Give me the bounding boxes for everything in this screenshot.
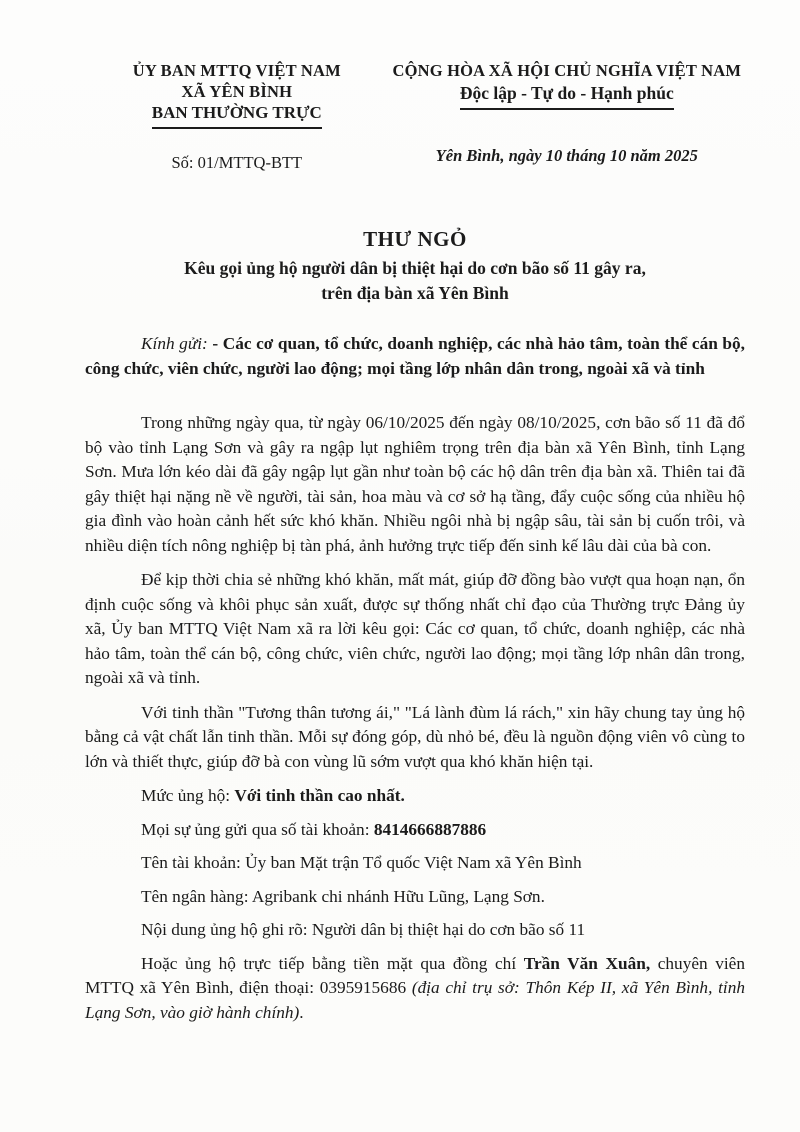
donation-transfer-note-line: Nội dung ủng hộ ghi rõ: Người dân bị thiệt hại do cơn bão số 11 xyxy=(141,920,586,939)
national-title: CỘNG HÒA XÃ HỘI CHỦ NGHĨA VIỆT NAM xyxy=(392,61,742,80)
national-motto: Độc lập - Tự do - Hạnh phúc xyxy=(460,81,674,110)
document-subtitle xyxy=(85,256,745,306)
issuing-org-block xyxy=(85,60,389,173)
salutation-paragraph xyxy=(85,332,745,381)
contact-person-name: Trần Văn Xuân, xyxy=(523,953,651,973)
contact-address-note: (địa chỉ trụ sở: Thôn Kép II, xã Yên Bình, tỉnh Lạng Sơn, vào giờ hành chính) xyxy=(85,978,745,1022)
donation-account-label: Mọi sự ủng gửi qua số tài khoản: xyxy=(141,819,374,839)
place-date-line: Yên Bình, ngày 10 tháng 10 năm 2025 xyxy=(435,146,698,165)
document-body xyxy=(85,332,745,1025)
donation-account-line xyxy=(85,818,745,843)
contact-prefix: Hoặc ủng hộ trực tiếp bằng tiền mặt qua đồng chí xyxy=(141,953,524,973)
issuing-org-line2: XÃ YÊN BÌNH xyxy=(181,82,293,101)
national-header-block xyxy=(389,60,745,166)
issuing-org-line3: BAN THƯỜNG TRỰC xyxy=(152,102,322,129)
body-paragraph-1: Trong những ngày qua, từ ngày 06/10/2025 đến ngày 08/10/2025, cơn bão số 11 đã đổ bộ vào tỉnh Lạng Sơn và gây ra ngập lụt nghiêm trọng trên địa bàn xã Yên Bình, tỉnh Lạng Sơn. Mưa lớn kéo dài đã gây ngập lụt gần như toàn bộ các hộ dân trên địa bàn xã. Thiên tai đã gây thiệt hại nặng nề về người, tài sản, hoa màu và cơ sở hạ tầng, đẩy cuộc sống của nhiều hộ gia đình vào hoàn cảnh hết sức khó khăn. Nhiều ngôi nhà bị ngập sâu, tài sản bị cuốn trôi, và nhiều diện tích nông nghiệp bị tàn phá, ảnh hưởng trực tiếp đến sinh kế lâu dài của bà con. xyxy=(85,413,745,555)
salutation-recipients: - Các cơ quan, tổ chức, doanh nghiệp, các nhà hảo tâm, toàn thể cán bộ, công chức, viên chức, người lao động; mọi tầng lớp nhân dân trong, ngoài xã và tỉnh xyxy=(85,334,745,378)
donation-bank-line: Tên ngân hàng: Agribank chi nhánh Hữu Lũng, Lạng Sơn. xyxy=(141,886,545,906)
donation-level-line xyxy=(85,784,745,809)
contact-paragraph xyxy=(85,952,745,1026)
donation-account-number: 8414666887886 xyxy=(373,819,487,839)
document-subtitle-line2: trên địa bàn xã Yên Bình xyxy=(321,283,509,303)
contact-middle: chuyên viên MTTQ xã Yên Bình, điện thoại: 0395915686 xyxy=(85,953,745,997)
document-title: THƯ NGỎ xyxy=(363,227,467,251)
document-number: Số: 01/MTTQ-BTT xyxy=(171,153,303,172)
body-paragraph-2: Để kịp thời chia sẻ những khó khăn, mất mát, giúp đỡ đồng bào vượt qua hoạn nạn, ổn định cuộc sống và khôi phục sản xuất, được sự thống nhất chỉ đạo của Thường trực Đảng ủy xã, Ủy ban MTTQ Việt Nam xã ra lời kêu gọi: Các cơ quan, tổ chức, doanh nghiệp, các nhà hảo tâm, toàn thể cán bộ, công chức, viên chức, người lao động; mọi tầng lớp nhân dân trong, ngoài xã và tỉnh. xyxy=(85,570,745,687)
contact-suffix: . xyxy=(299,1002,304,1022)
document-subtitle-line1: Kêu gọi ủng hộ người dân bị thiệt hại do cơn bão số 11 gây ra, xyxy=(184,258,646,278)
salutation-label: Kính gửi: xyxy=(141,334,208,353)
body-paragraph-3: Với tinh thần "Tương thân tương ái," "Lá lành đùm lá rách," xin hãy chung tay ủng hộ bằng cả vật chất lẫn tinh thần. Mỗi sự đóng góp, dù nhỏ bé, đều là nguồn động viên vô cùng to lớn và thiết thực, giúp đỡ bà con vùng lũ sớm vượt qua khó khăn hiện tại. xyxy=(85,702,745,771)
donation-level-value: Với tinh thần cao nhất. xyxy=(234,786,405,805)
document-header xyxy=(85,60,745,173)
donation-account-name-line: Tên tài khoản: Ủy ban Mặt trận Tổ quốc Việt Nam xã Yên Bình xyxy=(141,853,582,872)
title-block xyxy=(85,227,745,306)
issuing-org-line1: ỦY BAN MTTQ VIỆT NAM xyxy=(132,61,341,80)
donation-level-label: Mức ủng hộ: xyxy=(141,786,235,805)
